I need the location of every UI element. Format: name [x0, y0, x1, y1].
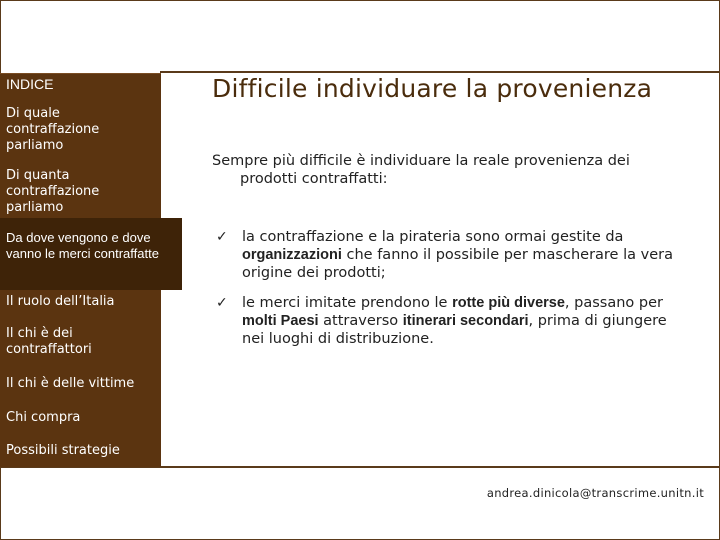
- check-icon: ✓: [216, 295, 228, 311]
- top-divider: [160, 71, 720, 73]
- bullet-item: ✓ la contraffazione e la pirateria sono ormai gestite da organizzazioni che fanno il possibile per mascherare la vera origine dei prodotti;: [216, 229, 673, 281]
- bold-term: rotte più diverse: [452, 295, 565, 311]
- sidebar-item-strategie[interactable]: Possibili strategie: [6, 443, 120, 458]
- author-email[interactable]: andrea.dinicola@transcrime.unitn.it: [486, 486, 704, 500]
- slide-title: Difficile individuare la provenienza: [212, 74, 653, 103]
- sidebar-item-indice[interactable]: INDICE: [6, 76, 54, 92]
- bullet-item: ✓ le merci imitate prendono le rotte più diverse, passano per molti Paesi attraverso itinerari secondari, prima di giungere nei luoghi di distribuzione.: [216, 295, 667, 347]
- sidebar-item-contraffattori[interactable]: Il chi è dei contraffattori: [6, 326, 92, 357]
- intro-text: Sempre più difficile è individuare la reale provenienza dei prodotti contraffatti:: [212, 153, 630, 187]
- slide-content: [212, 152, 682, 360]
- sidebar-item-di-quanta[interactable]: Di quanta contraffazione parliamo: [6, 168, 100, 215]
- bold-term: itinerari secondari: [402, 313, 529, 329]
- sidebar-item-vittime[interactable]: Il chi è delle vittime: [6, 376, 135, 391]
- check-icon: ✓: [216, 229, 228, 245]
- bold-term: organizzazioni: [242, 247, 342, 263]
- bold-term: molti Paesi: [242, 313, 319, 329]
- sidebar-item-di-quale[interactable]: Di quale contraffazione parliamo: [6, 106, 100, 153]
- sidebar-item-chi-compra[interactable]: Chi compra: [6, 410, 81, 425]
- sidebar-item-da-dove[interactable]: Da dove vengono e dove vanno le merci contraffatte: [6, 230, 159, 261]
- sidebar-item-ruolo-italia[interactable]: Il ruolo dell’Italia: [6, 294, 115, 309]
